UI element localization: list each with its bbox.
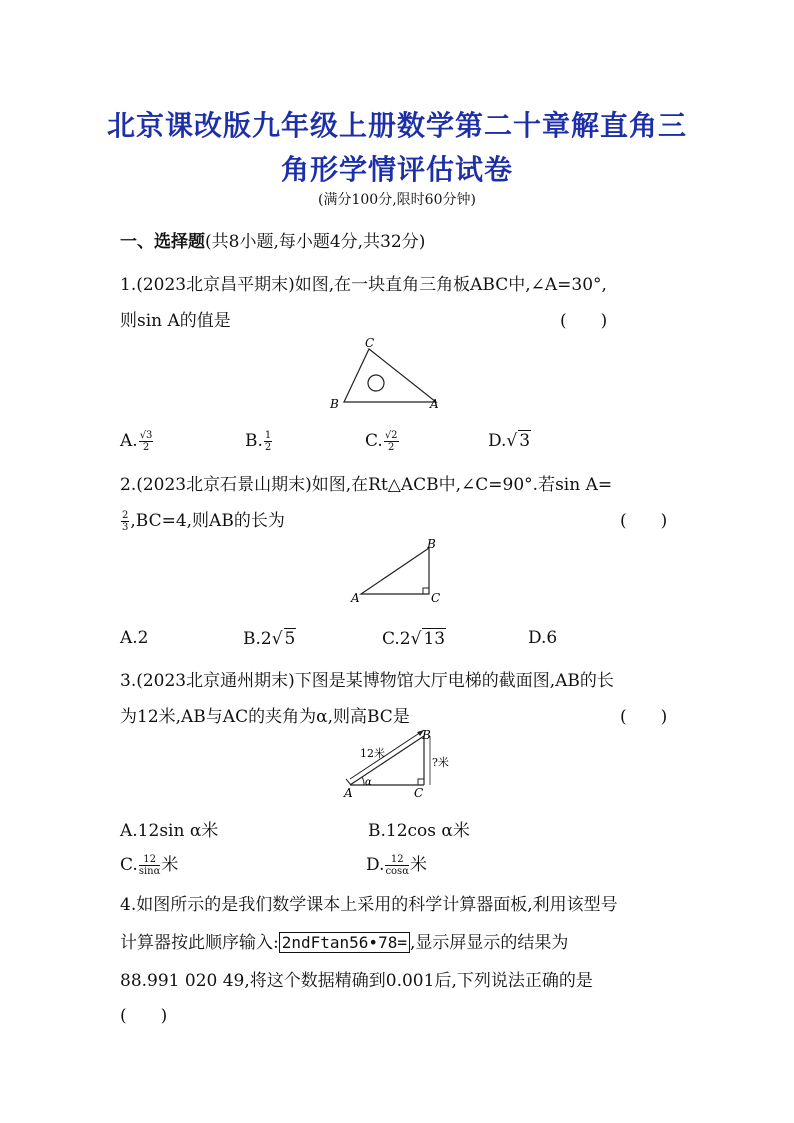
q3-option-d-den: cosα xyxy=(385,866,409,877)
q3-option-c-suffix: 米 xyxy=(161,855,179,875)
q4-text-line3: 88.991 020 49,将这个数据精确到0.001后,下列说法正确的是 xyxy=(120,971,593,991)
q3-answer-blank: ( ) xyxy=(620,707,668,727)
q1-option-d xyxy=(488,430,531,451)
q3-label-c: C xyxy=(414,786,424,800)
q3-label-b: B xyxy=(422,728,431,742)
q1-option-c xyxy=(365,430,400,453)
q3-option-d-prefix: D. xyxy=(366,855,385,875)
q2-answer-blank: ( ) xyxy=(620,511,668,531)
q2-option-c xyxy=(382,628,446,649)
q2-option-b xyxy=(243,628,296,649)
q4-text-line2-post: ,显示屏显示的结果为 xyxy=(409,933,569,953)
q3-option-c-den: sinα xyxy=(138,866,161,877)
q1-text-line2: 则sin A的值是 xyxy=(120,311,231,331)
q4-text-line2 xyxy=(120,928,568,953)
q3-text-line1: 3.(2023北京通州期末)下图是某博物馆大厅电梯的截面图,AB的长 xyxy=(120,671,614,691)
q3-label-height: ?米 xyxy=(432,756,449,769)
q1-option-a xyxy=(120,430,154,453)
q2-text-line2-rest: ,BC=4,则AB的长为 xyxy=(130,511,285,531)
section-desc: (共8小题,每小题4分,共32分) xyxy=(205,232,426,252)
q3-option-c xyxy=(120,850,178,877)
q1-text-line1: 1.(2023北京昌平期末)如图,在一块直角三角板ABC中,∠A=30°, xyxy=(120,275,607,295)
q1-option-a-num: √3 xyxy=(139,430,153,441)
q2-label-b: B xyxy=(427,538,436,551)
q1-option-b-num: 1 xyxy=(264,430,272,441)
q3-tick-mark xyxy=(346,779,351,785)
q3-label-a: A xyxy=(344,786,353,800)
q3-option-d-suffix: 米 xyxy=(409,855,427,875)
q4-answer-blank: ( ) xyxy=(120,1006,168,1026)
q3-side-ab xyxy=(350,736,424,785)
page-subtitle: (满分100分,限时60分钟) xyxy=(318,192,476,208)
q2-option-c-radicand: 13 xyxy=(423,629,446,649)
q1-option-a-prefix: A. xyxy=(120,431,138,451)
q3-option-d-num: 12 xyxy=(385,854,409,866)
q2-text-line2 xyxy=(120,506,285,533)
q1-option-a-fraction xyxy=(139,430,154,453)
q3-option-c-num: 12 xyxy=(139,854,161,866)
q1-triangle-hole xyxy=(368,375,384,391)
q2-option-c-prefix: C.2√ xyxy=(382,629,422,649)
q1-option-d-prefix: D.√ xyxy=(488,431,518,451)
q2-triangle xyxy=(361,548,429,594)
q1-option-b-prefix: B. xyxy=(245,431,263,451)
q3-label-length: 12米 xyxy=(360,747,385,760)
q3-escalator-figure xyxy=(338,728,468,800)
section-heading xyxy=(120,227,425,252)
q2-option-b-radicand: 5 xyxy=(284,629,296,649)
q4-key-sequence: 2ndFtan56•78= xyxy=(279,932,410,953)
q1-option-a-den: 2 xyxy=(142,442,150,453)
q1-option-b-den: 2 xyxy=(264,442,272,453)
q2-right-angle-mark xyxy=(423,588,429,594)
q4-text-line2-pre: 计算器按此顺序输入: xyxy=(120,933,279,953)
q1-triangle-figure xyxy=(320,335,480,415)
page-title-line2: 角形学情评估试卷 xyxy=(280,153,513,186)
q1-label-c: C xyxy=(365,336,375,350)
q3-option-c-prefix: C. xyxy=(120,855,138,875)
q2-label-a: A xyxy=(351,591,360,605)
q2-text-line1: 2.(2023北京石景山期末)如图,在Rt△ACB中,∠C=90°.若sin A= xyxy=(120,475,613,495)
q1-option-c-fraction xyxy=(384,430,399,453)
q2-label-c: C xyxy=(431,591,441,605)
q3-label-alpha: α xyxy=(365,777,372,788)
q1-option-c-den: 2 xyxy=(387,442,395,453)
q1-label-b: B xyxy=(330,397,339,411)
q3-option-c-fraction xyxy=(139,854,161,877)
q1-option-c-num: √2 xyxy=(384,430,398,441)
q2-triangle-figure xyxy=(345,538,455,606)
q3-text-line2: 为12米,AB与AC的夹角为α,则高BC是 xyxy=(120,707,410,727)
q3-angle-arc xyxy=(362,777,364,785)
q1-label-a: A xyxy=(430,397,439,411)
q3-option-a: A.12sin α米 xyxy=(120,821,219,841)
section-label: 一、选择题 xyxy=(120,232,205,252)
page-title-line1: 北京课改版九年级上册数学第二十章解直角三 xyxy=(106,109,687,142)
q4-text-line1: 4.如图所示的是我们数学课本上采用的科学计算器面板,利用该型号 xyxy=(120,895,618,915)
q2-option-a: A.2 xyxy=(120,628,149,648)
q2-option-b-prefix: B.2√ xyxy=(243,629,283,649)
q3-option-d-fraction xyxy=(385,854,409,877)
q1-option-d-radicand: 3 xyxy=(519,431,531,451)
q3-option-b: B.12cos α米 xyxy=(368,821,470,841)
q3-option-d xyxy=(366,850,427,877)
q1-option-b-fraction xyxy=(264,430,272,453)
q2-fraction-num: 2 xyxy=(122,510,129,521)
q1-answer-blank: ( ) xyxy=(560,311,608,331)
q2-fraction-den: 3 xyxy=(122,522,129,533)
q1-option-c-prefix: C. xyxy=(365,431,383,451)
q3-right-angle-mark xyxy=(418,779,424,785)
q1-option-b xyxy=(245,430,273,453)
q1-triangle xyxy=(344,349,436,402)
q2-fraction xyxy=(121,510,129,533)
q2-option-d: D.6 xyxy=(528,628,558,648)
